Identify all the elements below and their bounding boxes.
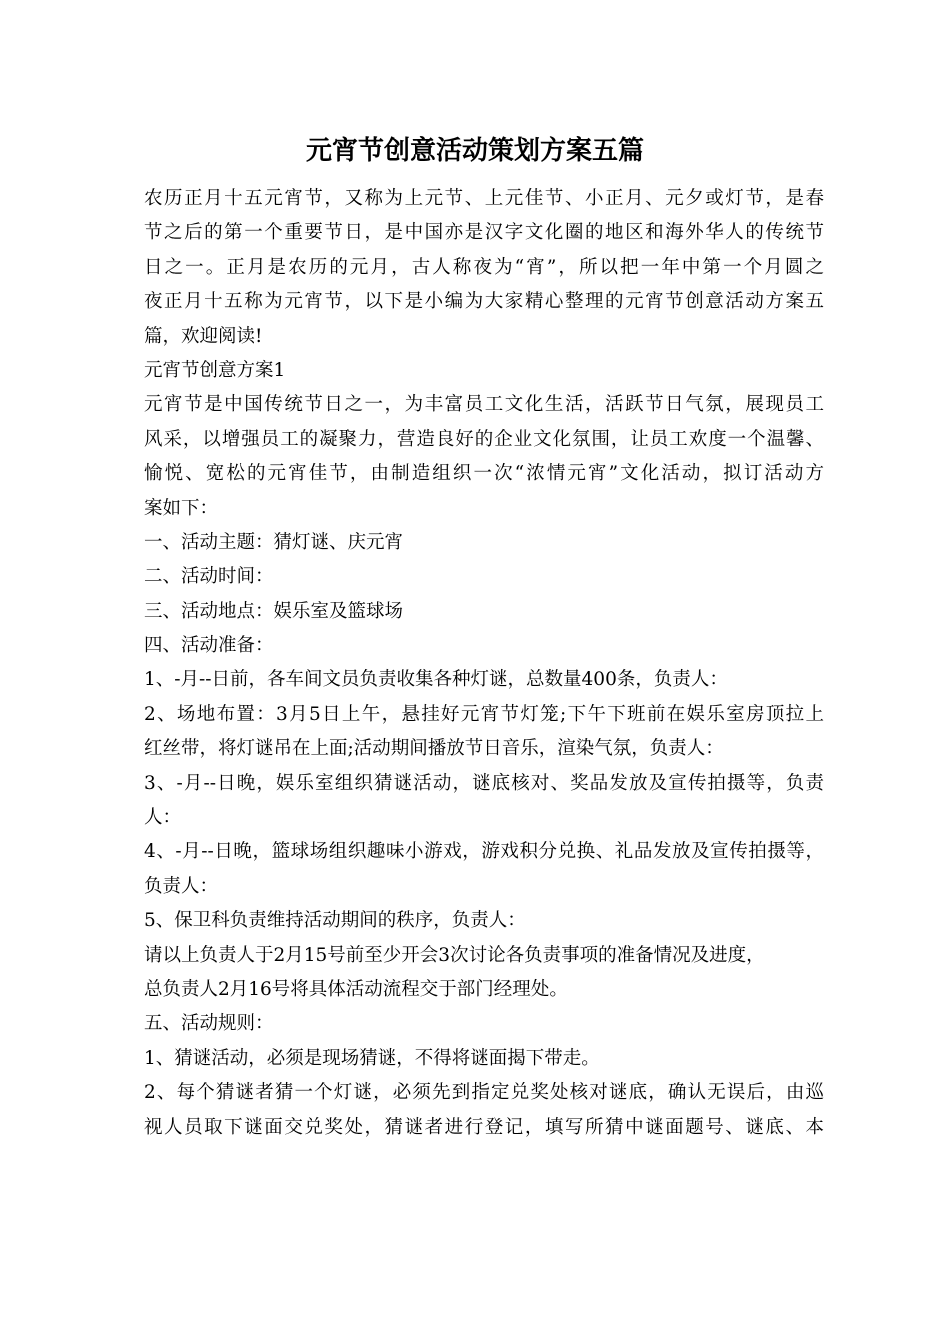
paragraph-line: 总负责人2月16号将具体活动流程交于部门经理处。 <box>144 978 568 1000</box>
paragraph-line: 节之后的第一个重要节日，是中国亦是汉字文化圈的地区和海外华人的传统节 <box>144 222 824 244</box>
paragraph-line: 红丝带，将灯谜吊在上面;活动期间播放节日音乐，渲染气氛，负责人： <box>144 738 724 760</box>
paragraph-line: 1、-月--日前，各车间文员负责收集各种灯谜，总数量400条，负责人： <box>144 669 728 691</box>
document-title: 元宵节创意活动策划方案五篇 <box>305 136 644 166</box>
paragraph-line: 人： <box>144 807 182 829</box>
paragraph-line: 1、猜谜活动，必须是现场猜谜，不得将谜面揭下带走。 <box>144 1047 600 1069</box>
paragraph-line: 二、活动时间： <box>144 566 274 588</box>
paragraph-line: 负责人： <box>144 875 219 897</box>
paragraph-line: 愉悦、宽松的元宵佳节，由制造组织一次“浓情元宵”文化活动，拟订活动方 <box>144 463 824 485</box>
paragraph-line: 元宵节创意方案1 <box>144 359 286 381</box>
paragraph-line: 3、-月--日晚，娱乐室组织猜谜活动，谜底核对、奖品发放及宣传拍摄等，负责 <box>144 772 824 794</box>
paragraph-line: 四、活动准备： <box>144 635 274 657</box>
document-body <box>144 182 824 1145</box>
paragraph-line: 2、每个猜谜者猜一个灯谜，必须先到指定兑奖处核对谜底，确认无误后，由巡 <box>144 1082 824 1104</box>
paragraph-line: 视人员取下谜面交兑奖处，猜谜者进行登记，填写所猜中谜面题号、谜底、本 <box>144 1116 824 1138</box>
paragraph-line: 风采，以增强员工的凝聚力，营造良好的企业文化氛围，让员工欢度一个温馨、 <box>144 428 824 450</box>
paragraph-line: 夜正月十五称为元宵节，以下是小编为大家精心整理的元宵节创意活动方案五 <box>144 291 824 313</box>
paragraph-line: 一、活动主题：猜灯谜、庆元宵 <box>144 531 404 553</box>
paragraph-line: 农历正月十五元宵节，又称为上元节、上元佳节、小正月、元夕或灯节，是春 <box>144 188 824 209</box>
paragraph-line: 三、活动地点：娱乐室及篮球场 <box>144 600 404 622</box>
paragraph-line: 5、保卫科负责维持活动期间的秩序，负责人： <box>144 910 526 932</box>
paragraph-line: 请以上负责人于2月15号前至少开会3次讨论各负责事项的准备情况及进度， <box>144 944 765 966</box>
paragraph-line: 2、场地布置：3月5日上午，悬挂好元宵节灯笼;下午下班前在娱乐室房顶拉上 <box>144 703 824 725</box>
paragraph-line: 元宵节是中国传统节日之一，为丰富员工文化生活，活跃节日气氛，展现员工 <box>144 394 824 416</box>
paragraph-line: 五、活动规则： <box>144 1013 274 1035</box>
paragraph-line: 案如下： <box>144 497 219 519</box>
paragraph-line: 篇，欢迎阅读! <box>144 325 263 347</box>
paragraph-line: 4、-月--日晚，篮球场组织趣味小游戏，游戏积分兑换、礼品发放及宣传拍摄等， <box>144 841 824 863</box>
paragraph-line: 日之一。正月是农历的元月，古人称夜为“宵”，所以把一年中第一个月圆之 <box>144 256 824 278</box>
